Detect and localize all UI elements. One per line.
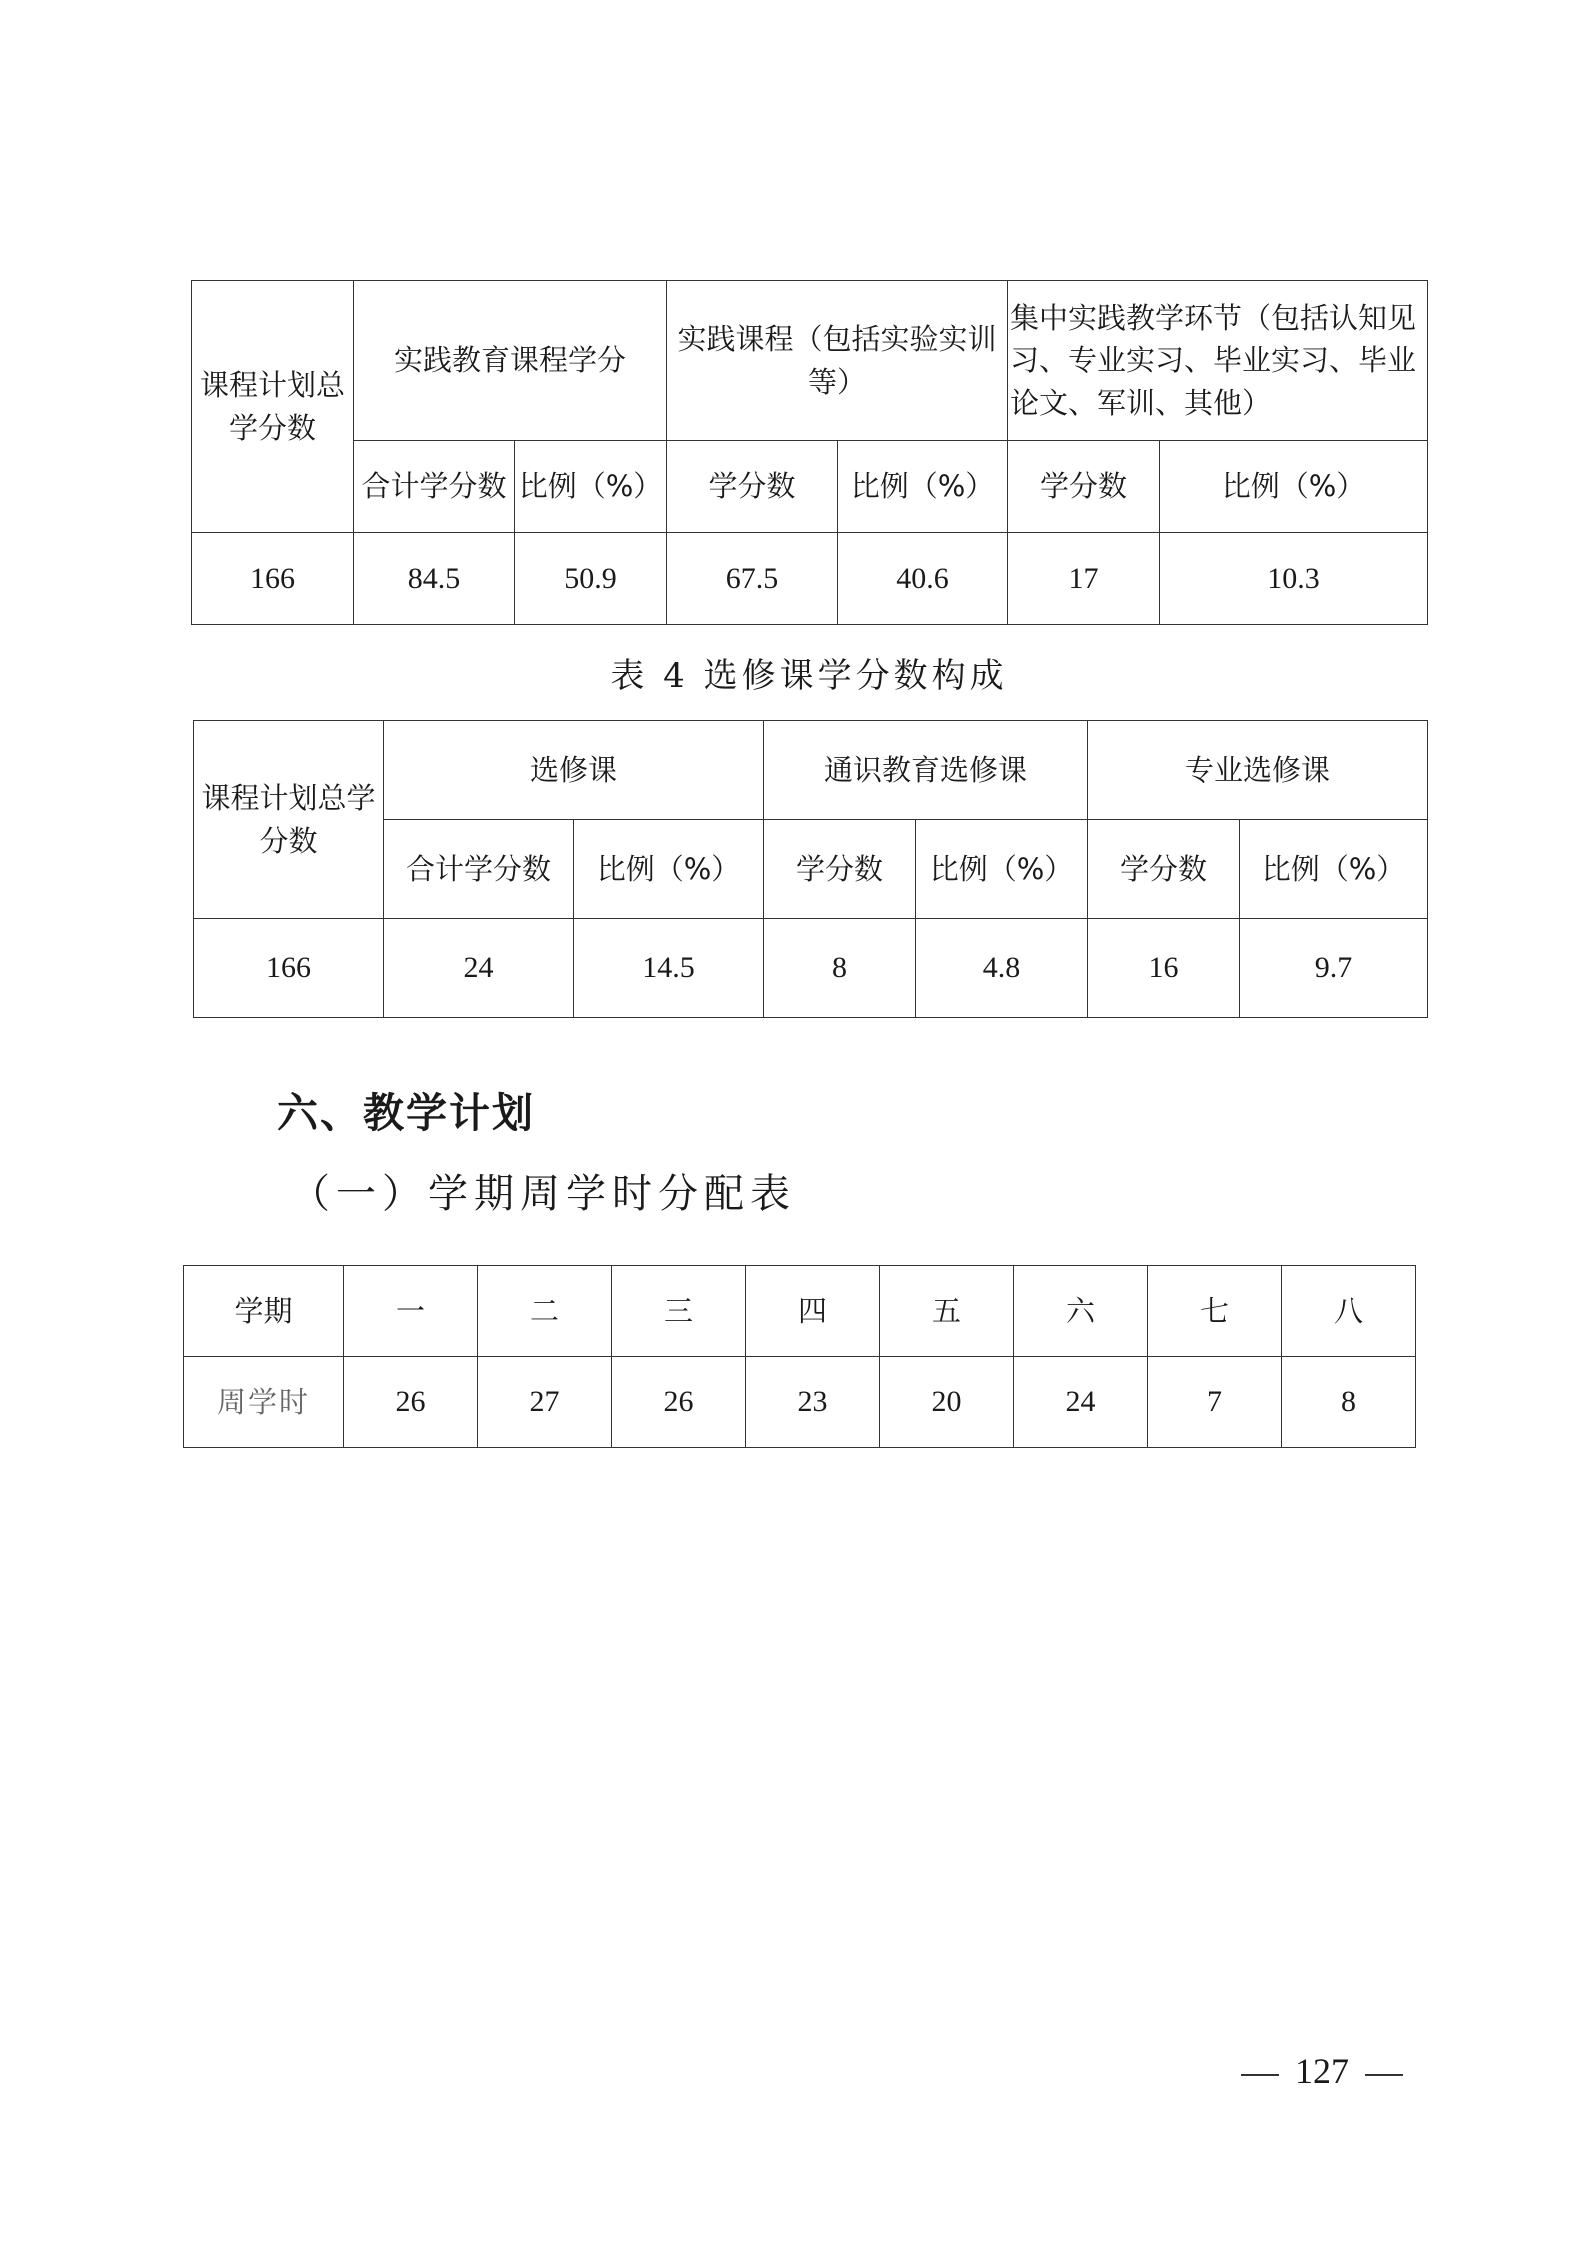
semester-header: 六	[1014, 1266, 1148, 1357]
cell-ratio: 50.9	[515, 533, 667, 625]
weekly-hours-cell: 23	[746, 1357, 880, 1448]
header-major-elective: 专业选修课	[1088, 721, 1428, 820]
subheader-sum-credits: 合计学分数	[384, 820, 574, 919]
weekly-hours-cell: 26	[612, 1357, 746, 1448]
page-number-dash	[1241, 2074, 1279, 2076]
cell-total: 166	[192, 533, 354, 625]
subsection-title: （一）学期周学时分配表	[290, 1171, 796, 1217]
cell-credits: 16	[1088, 919, 1240, 1018]
cell-credits: 17	[1008, 533, 1160, 625]
semester-header: 一	[344, 1266, 478, 1357]
weekly-hours-cell: 7	[1148, 1357, 1282, 1448]
subheader-sum-credits: 合计学分数	[354, 441, 515, 533]
semester-header: 三	[612, 1266, 746, 1357]
weekly-hours-cell: 27	[478, 1357, 612, 1448]
subheader-ratio: 比例（%）	[515, 441, 667, 533]
header-centralized-practice: 集中实践教学环节（包括认知见习、专业实习、毕业实习、毕业论文、军训、其他）	[1008, 281, 1428, 441]
cell-ratio: 9.7	[1240, 919, 1428, 1018]
header-total-credits: 课程计划总学分数	[192, 281, 354, 533]
subheader-ratio: 比例（%）	[1160, 441, 1428, 533]
table-row	[194, 919, 1428, 1018]
cell-ratio: 10.3	[1160, 533, 1428, 625]
subheader-ratio: 比例（%）	[1240, 820, 1428, 919]
header-practice-course: 实践课程（包括实验实训等）	[667, 281, 1008, 441]
elective-credits-table	[193, 720, 1428, 1018]
table-caption: 表 4 选修课学分数构成	[610, 656, 1008, 696]
semester-header: 二	[478, 1266, 612, 1357]
header-elective: 选修课	[384, 721, 764, 820]
page-number-dash	[1365, 2074, 1403, 2076]
semester-header: 四	[746, 1266, 880, 1357]
practice-credits-table	[191, 280, 1428, 625]
subheader-credits: 学分数	[1088, 820, 1240, 919]
cell-ratio: 40.6	[838, 533, 1008, 625]
row-label-weekly-hours: 周学时	[184, 1357, 344, 1448]
weekly-hours-table	[183, 1265, 1416, 1448]
cell-sum: 84.5	[354, 533, 515, 625]
table-row	[184, 1357, 1416, 1448]
weekly-hours-cell: 26	[344, 1357, 478, 1448]
cell-total: 166	[194, 919, 384, 1018]
subheader-credits: 学分数	[667, 441, 838, 533]
header-semester-label: 学期	[184, 1266, 344, 1357]
subheader-ratio: 比例（%）	[574, 820, 764, 919]
table-row	[192, 533, 1428, 625]
cell-credits: 8	[764, 919, 916, 1018]
subheader-credits: 学分数	[1008, 441, 1160, 533]
weekly-hours-cell: 20	[880, 1357, 1014, 1448]
weekly-hours-cell: 24	[1014, 1357, 1148, 1448]
page-number-value: 127	[1295, 2051, 1349, 2091]
cell-ratio: 14.5	[574, 919, 764, 1018]
cell-sum: 24	[384, 919, 574, 1018]
subheader-ratio: 比例（%）	[838, 441, 1008, 533]
cell-credits: 67.5	[667, 533, 838, 625]
subheader-ratio: 比例（%）	[916, 820, 1088, 919]
header-practice-credits: 实践教育课程学分	[354, 281, 667, 441]
page-number	[1225, 2050, 1419, 2092]
cell-ratio: 4.8	[916, 919, 1088, 1018]
semester-header: 五	[880, 1266, 1014, 1357]
section-title: 六、教学计划	[277, 1089, 535, 1137]
weekly-hours-cell: 8	[1282, 1357, 1416, 1448]
header-total-credits: 课程计划总学分数	[194, 721, 384, 919]
subheader-credits: 学分数	[764, 820, 916, 919]
header-general-elective: 通识教育选修课	[764, 721, 1088, 820]
semester-header: 八	[1282, 1266, 1416, 1357]
semester-header: 七	[1148, 1266, 1282, 1357]
